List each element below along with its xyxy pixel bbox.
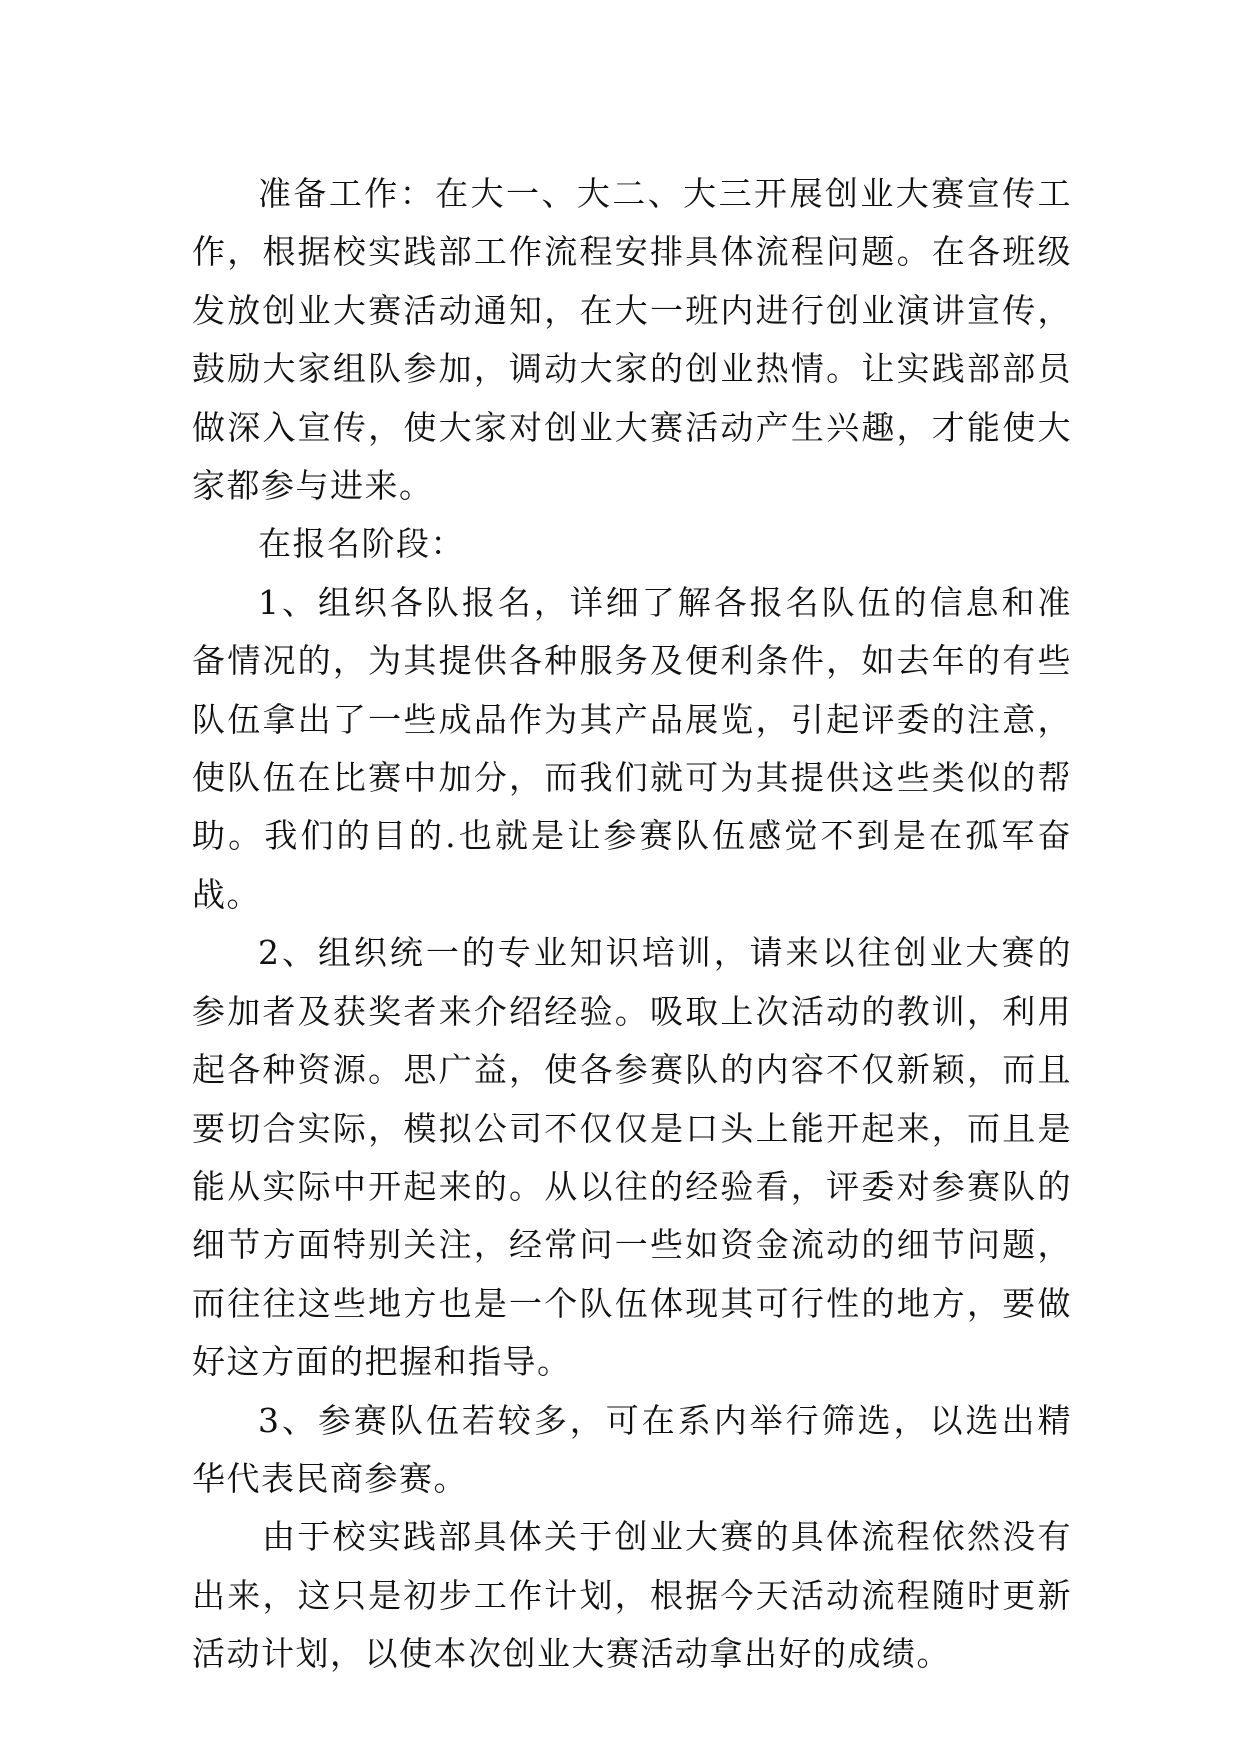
document-page [192,165,1072,1684]
paragraph-item-1: 1、组织各队报名，详细了解各报名队伍的信息和准备情况的，为其提供各种服务及便利条件，如去年的有些队伍拿出了一些成品作为其产品展览，引起评委的注意，使队伍在比赛中加分，而我们就可为其提供这些类似的帮助。我们的目的.也就是让参赛队伍感觉不到是在孤军奋战。 [192,582,1072,914]
paragraph-item-3: 3、参赛队伍若较多，可在系内举行筛选，以选出精华代表民商参赛。 [192,1400,1072,1498]
paragraph-preparation: 准备工作：在大一、大二、大三开展创业大赛宣传工作，根据校实践部工作流程安排具体流程问题。在各班级发放创业大赛活动通知，在大一班内进行创业演讲宣传，鼓励大家组队参加，调动大家的创业热情。让实践部部员做深入宣传，使大家对创业大赛活动产生兴趣，才能使大家都参与进来。 [192,174,1072,506]
paragraph-item-2: 2、组织统一的专业知识培训，请来以往创业大赛的参加者及获奖者来介绍经验。吸取上次活动的教训，利用起各种资源。思广益，使各参赛队的内容不仅新颖，而且要切合实际，模拟公司不仅仅是口头上能开起来，而且是能从实际中开起来的。从以往的经验看，评委对参赛队的细节方面特别关注，经常问一些如资金流动的细节问题，而往往这些地方也是一个队伍体现其可行性的地方，要做好这方面的把握和指导。 [192,933,1072,1382]
paragraph-registration-heading: 在报名阶段： [258,524,465,564]
paragraph-closing: 由于校实践部具体关于创业大赛的具体流程依然没有出来，这只是初步工作计划，根据今天活动流程随时更新活动计划，以使本次创业大赛活动拿出好的成绩。 [192,1517,1072,1674]
